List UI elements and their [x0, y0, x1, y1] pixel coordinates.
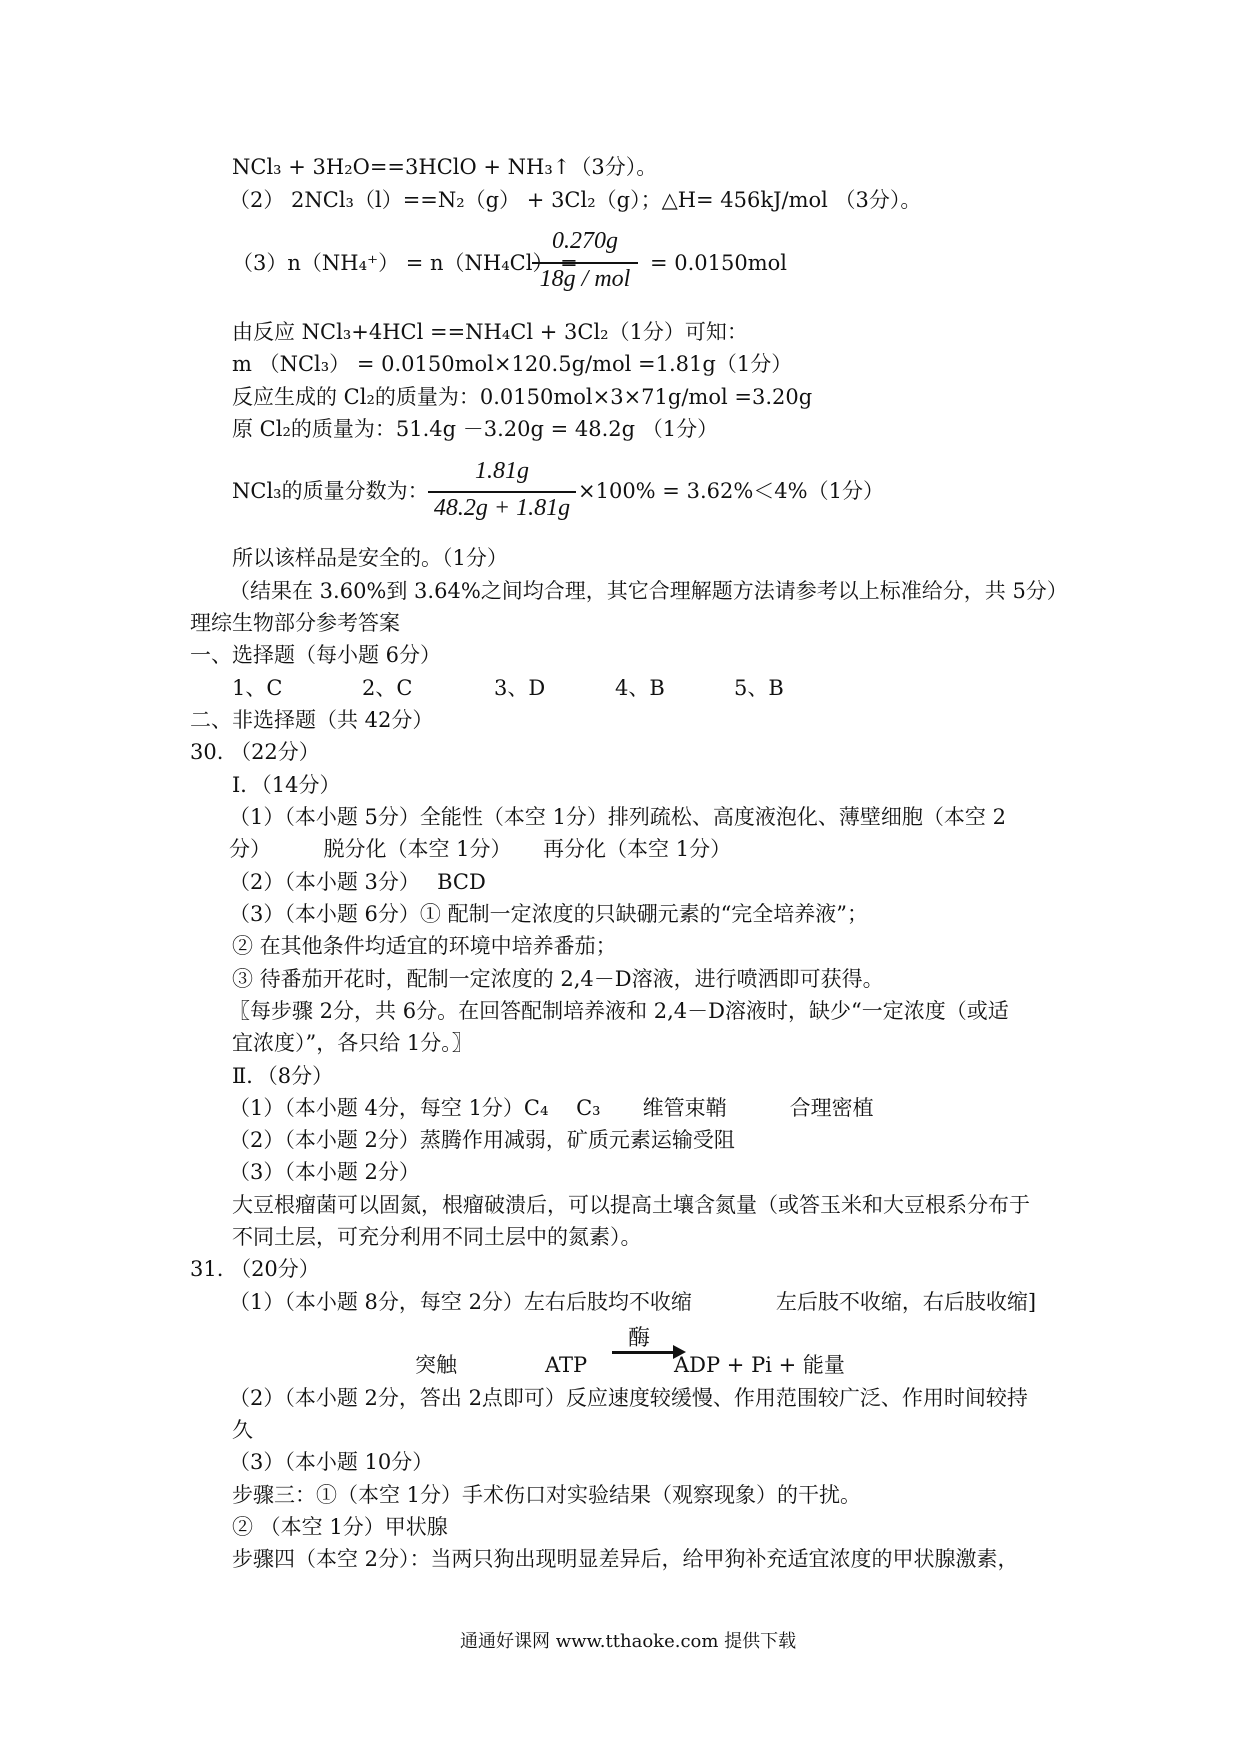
text-line: 原 Cl₂的质量为：51.4g －3.20g = 48.2g （1分）	[232, 417, 719, 441]
fraction-bar	[532, 262, 638, 264]
answer-item: 1、C	[232, 676, 283, 700]
text-line: （3）（本小题 2分）	[229, 1160, 420, 1184]
text-line: （3）（本小题 6分）① 配制一定浓度的只缺硼元素的“完全培养液”；	[229, 902, 869, 926]
text-line: ATP	[545, 1353, 588, 1377]
enzyme-label: 酶	[628, 1326, 651, 1351]
answer-item: 4、B	[615, 676, 665, 700]
reaction-arrow	[612, 1351, 674, 1354]
text-line: （结果在 3.60%到 3.64%之间均合理，其它合理解题方法请参考以上标准给分，共 5分）	[229, 579, 1068, 603]
question-number: 30. （22分）	[190, 740, 320, 764]
answer-item: 3、D	[494, 676, 546, 700]
text-line: Ⅱ．（8分）	[232, 1064, 334, 1088]
fraction-denominator: 18g / mol	[539, 266, 631, 292]
section-heading: 理综生物部分参考答案	[190, 611, 400, 635]
section-heading: 一、选择题（每小题 6分）	[190, 643, 442, 667]
answer-item: 2、C	[362, 676, 413, 700]
text-line: Ⅰ．（14分）	[232, 773, 341, 797]
text-line: 不同土层，可充分利用不同土层中的氮素）。	[232, 1225, 642, 1249]
text-line: 突触	[415, 1353, 457, 1377]
text-line: （1）（本小题 4分，每空 1分）C₄ C₃ 维管束鞘 合理密植	[229, 1096, 874, 1120]
page-footer: 通通好课网 www.tthaoke.com 提供下载	[460, 1631, 797, 1652]
text-line: NCl₃ + 3H₂O==3HClO + NH₃↑（3分）。	[232, 155, 658, 179]
text-line: ③ 待番茄开花时，配制一定浓度的 2,4－D溶液，进行喷洒即可获得。	[232, 967, 884, 991]
text-line: 〖每步骤 2分，共 6分。在回答配制培养液和 2,4－D溶液时，缺少“一定浓度（或适	[229, 999, 1009, 1023]
fraction-bar	[428, 491, 576, 493]
text-line: （3）（本小题 10分）	[229, 1450, 434, 1474]
fraction-numerator: 1.81g	[475, 458, 529, 484]
text-line: 步骤四（本空 2分）：当两只狗出现明显差异后，给甲狗补充适宜浓度的甲状腺激素，	[232, 1547, 1019, 1571]
text-line: 反应生成的 Cl₂的质量为：0.0150mol×3×71g/mol =3.20g	[232, 385, 813, 409]
text-line: （1）（本小题 5分）全能性（本空 1分）排列疏松、高度液泡化、薄壁细胞（本空 2	[229, 805, 1006, 829]
fraction-denominator: 48.2g + 1.81g	[433, 495, 571, 521]
text-line: 宜浓度）”，各只给 1分。〗	[232, 1031, 473, 1055]
text-line: （2）（本小题 2分，答出 2点即可）反应速度较缓慢、作用范围较广泛、作用时间较持	[229, 1386, 1028, 1410]
text-line: NCl₃的质量分数为：	[232, 479, 429, 503]
text-line: （2） 2NCl₃（l）==N₂（g） + 3Cl₂（g）；△H= 456kJ/mol （3分）。	[229, 188, 922, 212]
text-line: 大豆根瘤菌可以固氮，根瘤破溃后，可以提高土壤含氮量（或答玉米和大豆根系分布于	[232, 1193, 1030, 1217]
answer-item: 5、B	[734, 676, 784, 700]
fraction-numerator: 0.270g	[552, 228, 618, 254]
text-line: m （NCl₃） = 0.0150mol×120.5g/mol =1.81g（1分）	[232, 352, 793, 376]
text-line: = 0.0150mol	[650, 251, 788, 275]
text-line: ADP + Pi + 能量	[674, 1353, 845, 1377]
text-line: 所以该样品是安全的。（1分）	[232, 546, 508, 570]
text-line: 久	[232, 1418, 253, 1442]
text-line: （3）n（NH₄⁺） = n（NH₄Cl） =	[232, 251, 578, 275]
text-line: ② （本空 1分）甲状腺	[232, 1515, 448, 1539]
text-line: 由反应 NCl₃+4HCl ==NH₄Cl + 3Cl₂（1分）可知：	[232, 320, 748, 344]
question-number: 31. （20分）	[190, 1257, 320, 1281]
text-line: ×100% = 3.62%＜4%（1分）	[578, 479, 884, 503]
text-line: ② 在其他条件均适宜的环境中培养番茄；	[232, 934, 617, 958]
text-line: （2）（本小题 3分） BCD	[229, 870, 486, 894]
text-line: 步骤三：①（本空 1分）手术伤口对实验结果（观察现象）的干扰。	[232, 1483, 862, 1507]
text-line: （2）（本小题 2分）蒸腾作用减弱，矿质元素运输受阻	[229, 1128, 735, 1152]
text-line: 分） 脱分化（本空 1分） 再分化（本空 1分）	[229, 837, 732, 861]
section-heading: 二、非选择题（共 42分）	[190, 708, 434, 732]
text-line: （1）（本小题 8分，每空 2分）左右后肢均不收缩 左后肢不收缩，右后肢收缩]	[229, 1290, 1037, 1314]
